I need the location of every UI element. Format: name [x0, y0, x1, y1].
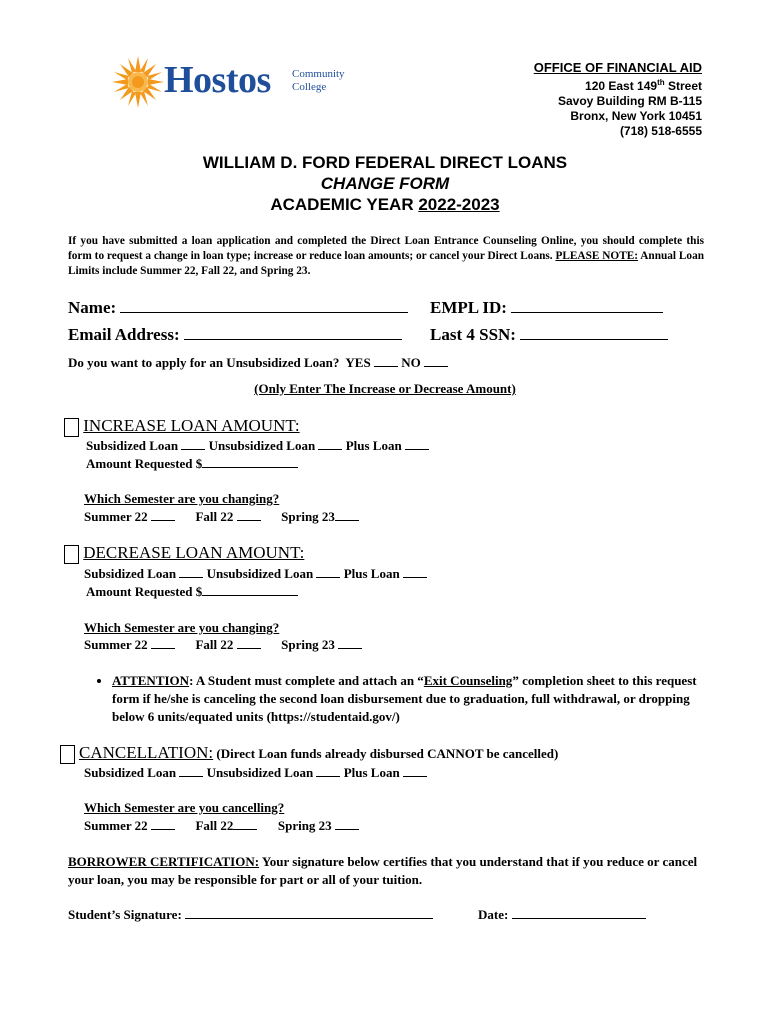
- decrease-subsidized-field[interactable]: [179, 577, 203, 578]
- office-title: OFFICE OF FINANCIAL AID: [533, 60, 702, 75]
- increase-amount-label: Amount Requested $: [86, 456, 203, 471]
- cancellation-plus-label: Plus Loan: [343, 765, 400, 780]
- increase-plus-field[interactable]: [405, 449, 429, 450]
- address-street-suffix: Street: [664, 79, 702, 93]
- increase-summer-label: Summer 22: [84, 509, 148, 524]
- attention-text-1: : A Student must complete and attach an “: [189, 673, 424, 688]
- cancellation-which-semester: Which Semester are you cancelling?: [84, 800, 285, 815]
- increase-semesters: [84, 509, 359, 525]
- cancellation-spring-field[interactable]: [335, 829, 359, 830]
- name-label: Name:: [68, 298, 117, 317]
- cancellation-heading-row: [60, 743, 558, 764]
- title-line-3: [0, 194, 770, 215]
- decrease-subsidized-label: Subsidized Loan: [84, 566, 177, 581]
- decrease-amount-field[interactable]: [202, 595, 298, 596]
- increase-spring-field[interactable]: [335, 520, 359, 521]
- signature-row: [68, 907, 433, 923]
- signature-field[interactable]: [185, 918, 433, 919]
- decrease-which-semester: Which Semester are you changing?: [84, 620, 280, 635]
- office-address-1: [534, 75, 702, 94]
- unsub-question-row: [68, 355, 448, 371]
- form-title: [0, 152, 770, 215]
- signature-label: Student’s Signature:: [68, 907, 182, 922]
- increase-fall-field[interactable]: [237, 520, 261, 521]
- decrease-plus-field[interactable]: [403, 577, 427, 578]
- increase-subsidized-field[interactable]: [181, 449, 205, 450]
- decrease-unsubsidized-field[interactable]: [316, 577, 340, 578]
- logo-sub-college: College: [292, 81, 327, 93]
- ssn-label: Last 4 SSN:: [430, 325, 516, 344]
- yes-label: YES: [345, 355, 371, 370]
- attention-bullet: [88, 672, 712, 726]
- intro-paragraph: [68, 234, 704, 279]
- note-label: PLEASE NOTE:: [555, 250, 639, 262]
- increase-which-semester: Which Semester are you changing?: [84, 491, 280, 506]
- increase-amount-field[interactable]: [202, 467, 298, 468]
- decrease-plus-label: Plus Loan: [343, 566, 400, 581]
- address-street: 120 East 149: [585, 79, 658, 93]
- empl-field[interactable]: [511, 312, 663, 313]
- certification-label: BORROWER CERTIFICATION:: [68, 854, 260, 869]
- cancellation-unsubsidized-label: Unsubsidized Loan: [206, 765, 314, 780]
- increase-heading-row: [64, 416, 300, 437]
- title-line-2: CHANGE FORM: [320, 174, 450, 193]
- only-enter-note: (Only Enter The Increase or Decrease Amount): [254, 381, 516, 396]
- name-row: [68, 298, 408, 318]
- decrease-amount-row: [86, 584, 298, 600]
- date-row: [478, 907, 646, 923]
- ssn-row: [430, 325, 668, 345]
- no-label: NO: [401, 355, 421, 370]
- decrease-heading: DECREASE LOAN AMOUNT:: [83, 543, 305, 562]
- email-row: [68, 325, 402, 345]
- intro-text: If you have submitted a loan application and completed the Direct Loan Entrance Counseling Online, you should complete this form to request a change in loan type; increase or reduce loan amounts; or cancel your Direct Loans.: [68, 235, 704, 262]
- cancellation-note: (Direct Loan funds already disbursed CANNOT be cancelled): [213, 746, 559, 761]
- decrease-spring-label: Spring 23: [281, 637, 335, 652]
- cancellation-loan-types: [84, 765, 427, 781]
- cancellation-summer-label: Summer 22: [84, 818, 148, 833]
- increase-plus-label: Plus Loan: [345, 438, 402, 453]
- increase-summer-field[interactable]: [151, 520, 175, 521]
- decrease-loan-types: [84, 566, 427, 582]
- attention-item: [112, 672, 712, 726]
- cancellation-summer-field[interactable]: [151, 829, 175, 830]
- increase-amount-row: [86, 456, 298, 472]
- cancellation-semesters: [84, 818, 359, 834]
- title-year: 2022-2023: [418, 195, 500, 214]
- attention-label: ATTENTION: [112, 673, 190, 688]
- office-address-3: Bronx, New York 10451: [570, 109, 702, 123]
- date-label: Date:: [478, 907, 509, 922]
- decrease-spring-field[interactable]: [338, 648, 362, 649]
- increase-loan-types: [86, 438, 429, 454]
- empl-row: [430, 298, 663, 318]
- decrease-fall-label: Fall 22: [195, 637, 234, 652]
- cancellation-subsidized-field[interactable]: [179, 776, 203, 777]
- email-label: Email Address:: [68, 325, 180, 344]
- decrease-checkbox[interactable]: [64, 545, 79, 564]
- name-field[interactable]: [120, 312, 408, 313]
- borrower-certification: [68, 853, 708, 889]
- increase-fall-label: Fall 22: [195, 509, 234, 524]
- increase-subsidized-label: Subsidized Loan: [86, 438, 179, 453]
- note-text: Annual Loan Limits include Summer 22, Fall 22, and Spring 23.: [68, 250, 705, 277]
- increase-checkbox[interactable]: [64, 418, 79, 437]
- logo-wordmark: Hostos: [164, 59, 271, 101]
- empl-label: EMPL ID:: [430, 298, 507, 317]
- decrease-semesters: [84, 637, 362, 653]
- attention-text-2: ” completion sheet to this request form if he/she is canceling the second loan disbursement due to graduation, full withdrawal, or dropping below 6 units/equated units (https://studentaid.gov/): [112, 673, 697, 724]
- title-line-1: WILLIAM D. FORD FEDERAL DIRECT LOANS: [202, 153, 568, 172]
- decrease-summer-field[interactable]: [151, 648, 175, 649]
- decrease-heading-row: [64, 543, 304, 564]
- cancellation-plus-field[interactable]: [403, 776, 427, 777]
- logo-sub-community: Community: [292, 68, 345, 80]
- date-field[interactable]: [512, 918, 646, 919]
- cancellation-fall-label: Fall 22: [195, 818, 234, 833]
- office-info: [534, 60, 702, 139]
- office-address-2: Savoy Building RM B-115: [557, 94, 702, 108]
- decrease-unsubsidized-label: Unsubsidized Loan: [206, 566, 314, 581]
- increase-unsubsidized-label: Unsubsidized Loan: [208, 438, 316, 453]
- increase-heading: INCREASE LOAN AMOUNT:: [83, 416, 300, 435]
- no-field[interactable]: [424, 366, 448, 367]
- cancellation-spring-label: Spring 23: [277, 818, 332, 833]
- unsub-question: Do you want to apply for an Unsubsidized Loan?: [68, 355, 340, 370]
- certification-text: Your signature below certifies that you understand that if you reduce or cancel your loan, you may be responsible for part or all of your tuition.: [68, 854, 698, 887]
- cancellation-unsubsidized-field[interactable]: [316, 776, 340, 777]
- increase-unsubsidized-field[interactable]: [318, 449, 342, 450]
- office-phone: (718) 518-6555: [619, 124, 702, 138]
- increase-spring-label: Spring 23: [281, 509, 335, 524]
- ssn-field[interactable]: [520, 339, 668, 340]
- college-logo: [110, 54, 360, 110]
- decrease-summer-label: Summer 22: [84, 637, 148, 652]
- email-field[interactable]: [184, 339, 402, 340]
- cancellation-subsidized-label: Subsidized Loan: [84, 765, 177, 780]
- decrease-amount-label: Amount Requested $: [86, 584, 203, 599]
- yes-field[interactable]: [374, 366, 398, 367]
- address-sup: th: [657, 78, 665, 87]
- cancellation-fall-field[interactable]: [233, 829, 257, 830]
- cancellation-heading: CANCELLATION:: [79, 743, 214, 762]
- title-year-label: ACADEMIC YEAR: [270, 195, 419, 214]
- cancellation-checkbox[interactable]: [60, 745, 75, 764]
- decrease-fall-field[interactable]: [237, 648, 261, 649]
- exit-counseling: Exit Counseling: [423, 673, 513, 688]
